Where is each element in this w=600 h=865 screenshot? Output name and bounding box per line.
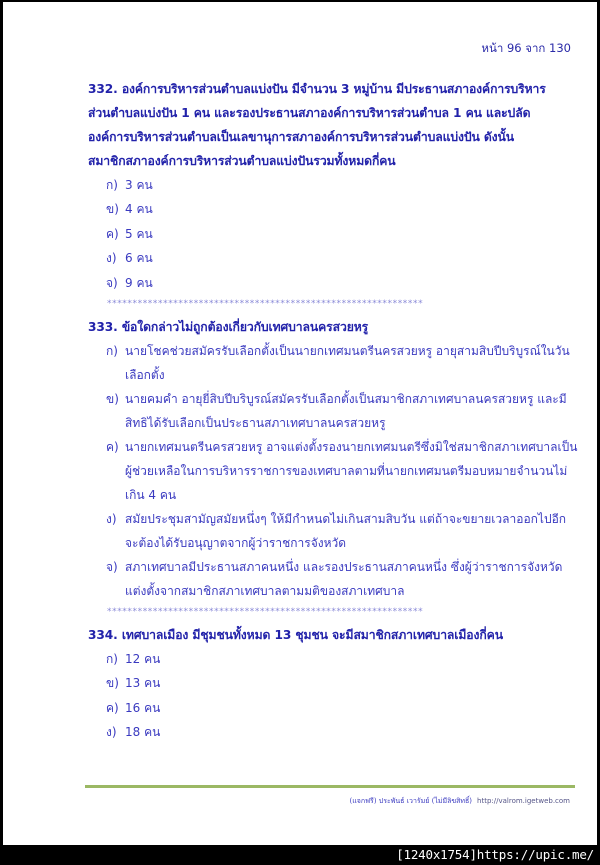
separator-line: **************************************************************	[107, 607, 424, 618]
option-e	[88, 271, 578, 295]
document-page	[3, 2, 597, 845]
option-text: 5 คน	[125, 226, 153, 241]
option-line: จะต้องได้รับอนุญาตจากผู้ว่าราชการจังหวัด	[125, 536, 347, 551]
question-332-text	[88, 77, 578, 173]
page-number: หน้า 96 จาก 130	[481, 41, 571, 55]
option-c	[88, 696, 578, 720]
question-line: ส่วนตำบลแบ่งปัน 1 คน และรองประธานสภาองค์การบริหารส่วนตำบล 1 คน และปลัด	[88, 106, 531, 120]
option-text: 4 คน	[125, 202, 153, 217]
option-label: ข)	[106, 392, 119, 407]
separator-line: **************************************************************	[107, 299, 424, 310]
option-label: ข)	[106, 202, 119, 217]
question-333-text: 333. ข้อใดกล่าวไม่ถูกต้องเกี่ยวกับเทศบาลนครสวยหรู	[88, 320, 369, 335]
option-text: 16 คน	[125, 700, 161, 715]
option-b	[88, 197, 578, 221]
option-d	[88, 246, 578, 270]
option-line: แต่งตั้งจากสมาชิกสภาเทศบาลตามมติของสภาเทศบาล	[125, 584, 405, 599]
footer-credit-text: (แจกฟรี) ประพันธ์ เวารัมย์ (ไม่มีลิขสิทธิ์)	[349, 797, 473, 805]
option-text: 6 คน	[125, 251, 153, 266]
option-text: 18 คน	[125, 725, 161, 740]
option-label: ง)	[106, 251, 117, 266]
option-label: ก)	[106, 178, 118, 192]
option-line: สิทธิได้รับเลือกเป็นประธานสภาเทศบาลนครสวยหรู	[125, 416, 386, 431]
footer-url[interactable]: http://valrom.igetweb.com	[477, 797, 570, 805]
option-line: เกิน 4 คน	[125, 488, 177, 503]
image-watermark: [1240x1754]https://upic.me/	[396, 847, 594, 862]
option-text: 12 คน	[125, 652, 161, 667]
option-line: นายกเทศมนตรีนครสวยหรู อาจแต่งตั้งรองนายกเทศมนตรีซึ่งมิใช่สมาชิกสภาเทศบาลเป็น	[125, 440, 578, 455]
option-line: สมัยประชุมสามัญสมัยหนึ่งๆ ให้มีกำหนดไม่เกินสามสิบวัน แต่ถ้าจะขยายเวลาออกไปอีก	[125, 512, 567, 527]
page-content	[88, 77, 578, 745]
option-b	[88, 387, 578, 435]
option-a	[88, 647, 578, 671]
option-d	[88, 720, 578, 744]
footer-divider	[85, 785, 575, 788]
question-line: องค์การบริหารส่วนตำบลเป็นเลขานุการสภาองค์การบริหารส่วนตำบลแบ่งปัน ดังนั้น	[88, 130, 514, 144]
option-label: จ)	[106, 560, 118, 575]
question-line: สมาชิกสภาองค์การบริหารส่วนตำบลแบ่งปันรวมทั้งหมดกี่คน	[88, 154, 396, 168]
option-label: จ)	[106, 275, 118, 290]
option-e	[88, 555, 578, 603]
question-line: 332. องค์การบริหารส่วนตำบลแบ่งปัน มีจำนวน 3 หมู่บ้าน มีประธานสภาองค์การบริหาร	[88, 82, 546, 96]
option-line: นายโชคช่วยสมัครรับเลือกตั้งเป็นนายกเทศมนตรีนครสวยหรู อายุสามสิบปีบริบูรณ์ในวัน	[125, 344, 570, 359]
question-334-text: 334. เทศบาลเมือง มีชุมชนทั้งหมด 13 ชุมชน จะมีสมาชิกสภาเทศบาลเมืองกี่คน	[88, 628, 503, 643]
option-label: ค)	[106, 700, 119, 715]
option-a	[88, 173, 578, 197]
option-label: ข)	[106, 676, 119, 691]
option-text: 9 คน	[125, 275, 153, 290]
option-line: นายคมคำ อายุยี่สิบปีบริบูรณ์สมัครรับเลือกตั้งเป็นสมาชิกสภาเทศบาลนครสวยหรู และมี	[125, 392, 567, 407]
option-line: สภาเทศบาลมีประธานสภาคนหนึ่ง และรองประธานสภาคนหนึ่ง ซึ่งผู้ว่าราชการจังหวัด	[125, 560, 563, 575]
option-label: ง)	[106, 512, 117, 527]
question-334	[88, 623, 578, 745]
option-label: ง)	[106, 725, 117, 740]
option-b	[88, 671, 578, 695]
option-line: ผู้ช่วยเหลือในการบริหารราชการของเทศบาลตามที่นายกเทศมนตรีมอบหมายจำนวนไม่	[125, 464, 568, 479]
option-label: ก)	[106, 344, 118, 359]
option-label: ค)	[106, 226, 119, 241]
option-line: เลือกตั้ง	[125, 368, 165, 383]
footer-credit	[350, 796, 570, 807]
option-text: 13 คน	[125, 676, 161, 691]
option-label: ก)	[106, 652, 118, 667]
option-text: 3 คน	[125, 178, 153, 192]
option-label: ค)	[106, 440, 119, 455]
option-c	[88, 222, 578, 246]
option-c	[88, 435, 578, 507]
question-332	[88, 77, 578, 295]
option-a	[88, 339, 578, 387]
option-d	[88, 507, 578, 555]
question-333	[88, 315, 578, 603]
